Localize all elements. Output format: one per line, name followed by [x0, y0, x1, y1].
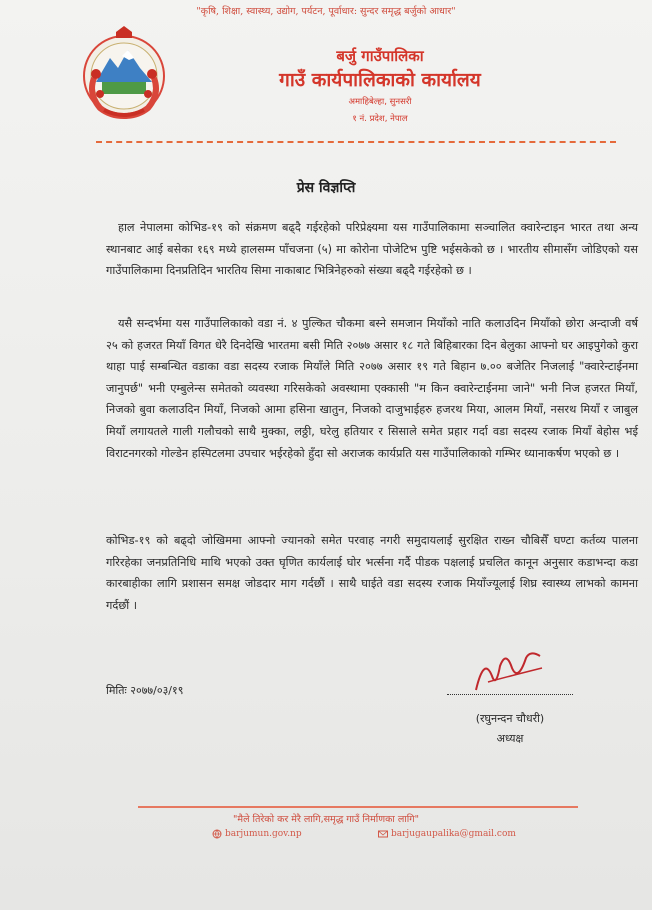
document-title: प्रेस विज्ञप्ति	[296, 180, 356, 196]
nepal-emblem-icon	[82, 24, 166, 120]
signature-icon	[470, 646, 548, 698]
municipality-name: बर्जु गाउँपालिका	[336, 47, 424, 65]
signatory-name: (रघुनन्दन चौधरी)	[475, 712, 545, 725]
envelope-icon	[378, 829, 388, 839]
footer-slogan: "मैले तिरेको कर मेरै लागि,समृद्ध गाउँ निर्माणका लागि"	[233, 814, 419, 825]
signature-line	[447, 694, 573, 695]
office-name: गाउँ कार्यपालिकाको कार्यालय	[279, 69, 481, 91]
website-contact	[212, 829, 302, 839]
header-slogan: "कृषि, शिक्षा, स्वास्थ्य, उद्योग, पर्यटन, पूर्वाधार: सुन्दर समृद्ध बर्जुको आधार"	[196, 6, 456, 17]
body-paragraph-3: कोभिड-१९ को बढ्दो जोखिममा आफ्नो ज्यानको समेत परवाह नगरी समुदायलाई सुरक्षित राख्न चौबिसैँ घण्टा कर्तव्य पालना गरिरहेका जनप्रतिनिधि माथि भएको उक्त घृणित कार्यलाई घोर भर्त्सना गर्दै पीडक पक्षलाई प्रचलित कानून अनुसार कडाभन्दा कडा कारबाहीका लागि प्रशासन समक्ष जोडदार माग गर्दछौं । साथै घाईते वडा सदस्य रजाक मियाँज्यूलाई शिघ्र स्वास्थ्य लाभको कामना गर्दछौं ।	[106, 534, 638, 612]
website-text: barjumun.gov.np	[225, 829, 302, 839]
email-text: barjugaupalika@gmail.com	[391, 829, 516, 839]
footer-divider	[138, 806, 578, 808]
address-line-2: १ नं. प्रदेश, नेपाल	[352, 114, 408, 124]
signatory-title: अध्यक्ष	[496, 732, 524, 745]
globe-icon	[212, 829, 222, 839]
body-paragraph-1: हाल नेपालमा कोभिड-१९ को संक्रमण बढ्दै गईरहेको परिप्रेक्ष्यमा यस गाउँपालिकामा सञ्चालित क्वारेन्टाइन भारत तथा अन्य स्थानबाट आई बसेका १६९ मध्ये हालसम्म पाँचजना (५) मा कोरोना पोजेटिभ पुष्टि भईसकेको छ । भारतीय सीमासँग जोडिएको यस गाउँपालिकामा दिनप्रतिदिन भारतिय सिमा नाकाबाट भित्रिनेहरुको संख्या बढ्दै गईरहेको छ ।	[106, 221, 638, 278]
body-paragraph-2: यसै सन्दर्भमा यस गाउँपालिकाको वडा नं. ४ पुल्कित चौकमा बस्ने समजान मियाँको नाति कलाउदिन मियाँको छोरा अन्दाजी वर्ष २५ को हजरत मियाँ विगत धेरै दिनदेखि भारतमा बसी मिति २०७७ असार १८ गते बिहिबारका दिन बेलुका आफ्नो घर आइपुगेको कुरा थाहा पाई सम्बन्धित वडाका वडा सदस्य रजाक मियाँले मिति २०७७ असार १९ गते बिहान ७.०० बजेतिर निजलाई "क्वारेन्टाईनमा जानुपर्छ" भनी एम्बुलेन्स समेतको व्यवस्था गरिसकेको अवस्थामा एक्कासी "म किन क्वारेन्टाईनमा जाने" भनी निज हजरत मियाँ, निजको बुवा कलाउदिन मियाँ, निजको आमा हसिना खातुन, निजको दाजुभाईहरु हजरथ मिया, आलम मियाँ, नसरथ मियाँ र जाबुल मियाँ लगायतले गाली गलौचको साथै मुक्का, लठ्ठी, घरेलु हतियार र सिसाले समेत प्रहार गर्दा वडा सदस्य रजाक मियाँ बेहोस भई विराटनगरको गोल्डेन हस्पिटलमा उपचार भईरहेको हुँदा सो अराजक कार्यप्रति यस गाउँपालिकाको गम्भिर ध्यानाकर्षण भएको छ ।	[106, 317, 638, 460]
letterhead-divider	[96, 141, 616, 143]
address-line-1: अमाहिबेल्हा, सुनसरी	[348, 97, 412, 107]
letter-date: मितिः २०७७/०३/१९	[106, 684, 184, 697]
email-contact	[378, 829, 516, 839]
